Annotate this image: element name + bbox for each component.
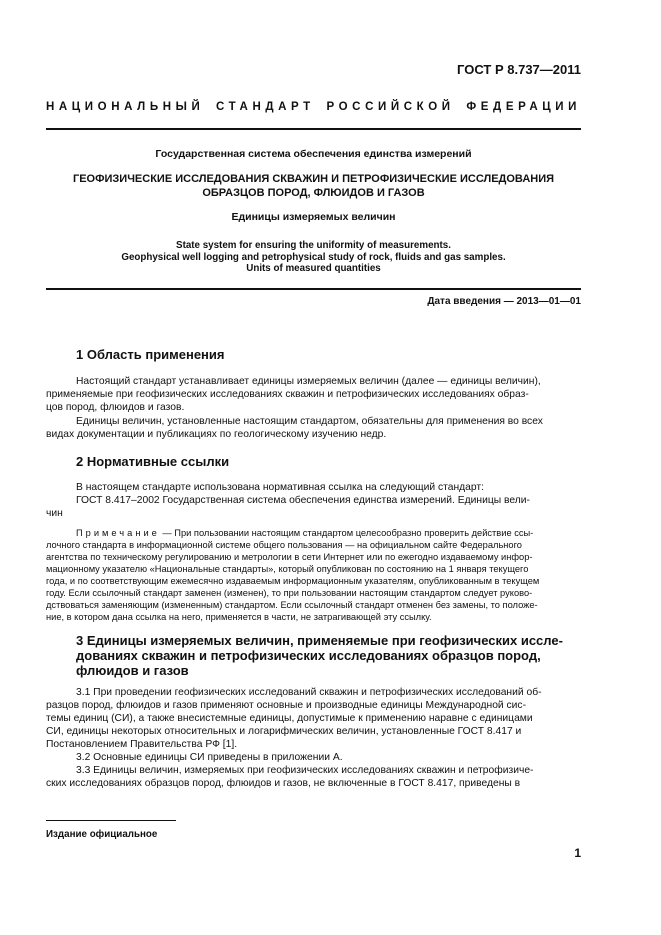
text-line: видах документации и публикациях по геологическому изучению недр. bbox=[46, 429, 387, 440]
text-line: ских исследованиях образцов пород, флюидов и газов, не включенные в ГОСТ 8.417, приведены в bbox=[46, 778, 521, 789]
note-label: Примечание bbox=[76, 528, 160, 538]
section-3-heading bbox=[76, 633, 581, 678]
national-standard-banner: НАЦИОНАЛЬНЫЙ СТАНДАРТ РОССИЙСКОЙ ФЕДЕРАЦИИ bbox=[46, 101, 581, 113]
introduction-date: Дата введения — 2013—01—01 bbox=[427, 296, 581, 307]
english-title-line: State system for ensuring the uniformity of measurements. bbox=[176, 240, 451, 251]
english-title bbox=[46, 240, 581, 275]
text-line: цов пород, флюидов и газов. bbox=[46, 402, 185, 413]
text-line: 3.3 Единицы величин, измеряемых при геофизических исследованиях скважин и петрофизиче- bbox=[76, 765, 534, 776]
section-1-heading: 1 Область применения bbox=[76, 347, 225, 362]
text-line: разцов пород, флюидов и газов применяют основные и производные единицы Международной сис- bbox=[46, 700, 527, 711]
section-2-paragraph-2 bbox=[46, 494, 581, 520]
page-number: 1 bbox=[574, 846, 581, 860]
system-title: Государственная система обеспечения единства измерений bbox=[155, 148, 472, 160]
middle-divider bbox=[46, 288, 581, 290]
text-line: темы единиц (СИ), а также внесистемные единицы, допустимые к применению наравне с единицами bbox=[46, 713, 533, 724]
section-2-paragraph-1 bbox=[46, 481, 581, 494]
section-2-heading: 2 Нормативные ссылки bbox=[76, 454, 230, 469]
text-line: СИ, единицы некоторых относительных и логарифмических величин, установленные ГОСТ 8.417 и bbox=[46, 726, 522, 737]
subtitle: Единицы измеряемых величин bbox=[231, 211, 396, 223]
text-line: В настоящем стандарте использована нормативная ссылка на следующий стандарт: bbox=[76, 482, 484, 493]
note-line: мационному указателю «Национальные стандарты», который опубликован по состоянию на 1 января текущего bbox=[46, 564, 529, 574]
heading-line: флюидов и газов bbox=[76, 663, 189, 678]
section-3-paragraph-1 bbox=[46, 686, 581, 751]
text-line: 3.1 При проведении геофизических исследований скважин и петрофизических исследований об- bbox=[76, 687, 542, 698]
gost-number: ГОСТ Р 8.737—2011 bbox=[457, 62, 581, 77]
section-1-paragraph-1 bbox=[46, 375, 581, 414]
text-line: Единицы величин, установленные настоящим стандартом, обязательны для применения во всех bbox=[76, 416, 543, 427]
section-3-paragraph-3 bbox=[46, 764, 581, 790]
note-text: — При пользовании настоящим стандартом целесообразно проверить действие ссы- bbox=[159, 528, 534, 538]
main-title-line: ОБРАЗЦОВ ПОРОД, ФЛЮИДОВ И ГАЗОВ bbox=[202, 187, 425, 199]
note-line: ние, в котором дана ссылка на него, применяется в части, не затрагивающей эту ссылку. bbox=[46, 612, 432, 622]
note-line: агентства по техническому регулированию и метрологии в сети Интернет или по ежегодно издаваемому инфор- bbox=[46, 552, 533, 562]
note-line: лочного стандарта в информационной системе общего пользования — на официальном сайте Федерального bbox=[46, 540, 522, 550]
english-title-line: Units of measured quantities bbox=[246, 263, 381, 274]
note-line: году. Если ссылочный стандарт заменен (изменен), то при пользовании настоящим стандартом следует руково- bbox=[46, 588, 533, 598]
text-line: 3.2 Основные единицы СИ приведены в приложении А. bbox=[76, 752, 343, 763]
note-line: года, и по соответствующим ежемесячно издаваемым информационным указателям, опубликованным в текущем bbox=[46, 576, 540, 586]
text-line: Постановлением Правительства РФ [1]. bbox=[46, 739, 238, 750]
text-line: применяемые при геофизических исследованиях скважин и петрофизических исследованиях образ- bbox=[46, 389, 529, 400]
main-title bbox=[46, 172, 581, 200]
text-line: чин bbox=[46, 508, 63, 519]
main-title-line: ГЕОФИЗИЧЕСКИЕ ИССЛЕДОВАНИЯ СКВАЖИН И ПЕТРОФИЗИЧЕСКИЕ ИССЛЕДОВАНИЯ bbox=[72, 173, 555, 185]
section-3-paragraph-2 bbox=[46, 751, 581, 764]
official-edition-label: Издание официальное bbox=[46, 829, 158, 840]
section-1-paragraph-2 bbox=[46, 415, 581, 441]
note-line: дствоваться заменяющим (измененным) стандартом. Если ссылочный стандарт отменен без замены, то положе- bbox=[46, 600, 538, 610]
footer-divider bbox=[46, 820, 176, 821]
heading-line: дованиях скважин и петрофизических исследованиях образцов пород, bbox=[76, 648, 541, 663]
note-block bbox=[46, 527, 581, 623]
top-divider bbox=[46, 128, 581, 130]
heading-line: 3 Единицы измеряемых величин, применяемые при геофизических иссле- bbox=[76, 633, 563, 648]
text-line: Настоящий стандарт устанавливает единицы измеряемых величин (далее — единицы величин), bbox=[76, 376, 541, 387]
note-line bbox=[46, 527, 581, 539]
text-line: ГОСТ 8.417–2002 Государственная система обеспечения единства измерений. Единицы вели- bbox=[76, 495, 530, 506]
english-title-line: Geophysical well logging and petrophysical study of rock, fluids and gas samples. bbox=[121, 251, 506, 263]
